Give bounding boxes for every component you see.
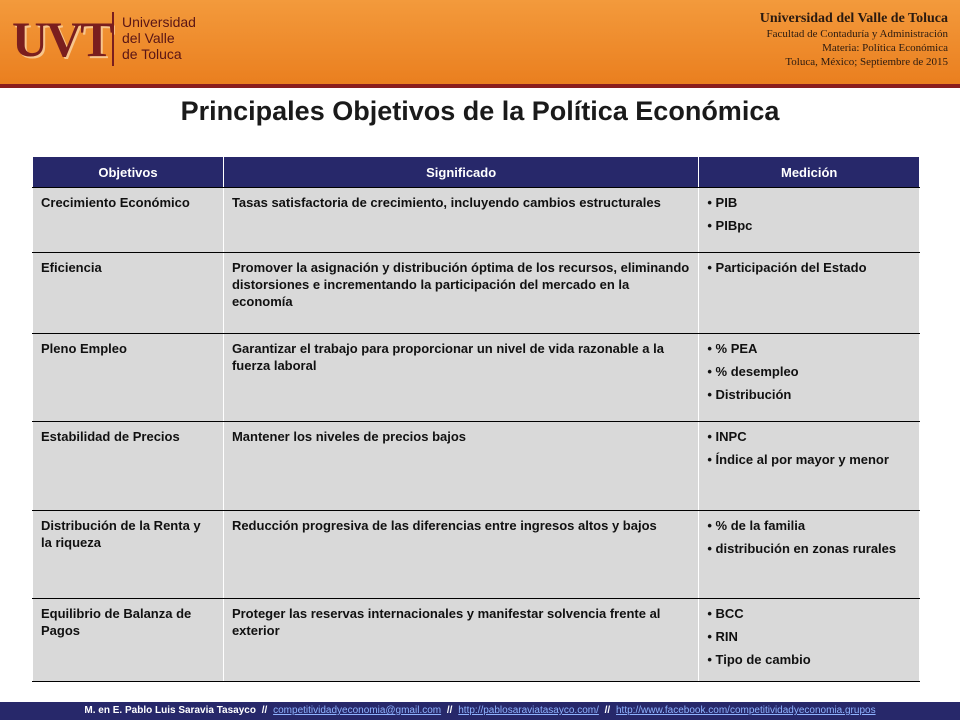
objetivo-cell: Crecimiento Económico — [33, 188, 224, 253]
footer-bar — [0, 702, 960, 720]
medicion-item: • Índice al por mayor y menor — [707, 451, 911, 468]
significado-cell: Proteger las reservas internacionales y manifestar solvencia frente al exterior — [223, 599, 698, 682]
objetivo-cell: Eficiencia — [33, 253, 224, 334]
medicion-item: • % PEA — [707, 340, 911, 357]
footer-blog-link[interactable]: http://pablosaraviatasayco.com/ — [458, 705, 599, 716]
table-row — [33, 511, 920, 599]
header-significado: Significado — [223, 157, 698, 188]
significado-cell: Mantener los niveles de precios bajos — [223, 422, 698, 511]
footer-author: M. en E. Pablo Luis Saravia Tasayco — [84, 705, 256, 716]
significado-cell: Tasas satisfactoria de crecimiento, incluyendo cambios estructurales — [223, 188, 698, 253]
logo-divider — [112, 12, 114, 66]
logo-text-line: Universidad — [122, 14, 196, 30]
medicion-item: • PIBpc — [707, 217, 911, 234]
medicion-item: • INPC — [707, 428, 911, 445]
table-row — [33, 253, 920, 334]
medicion-item: • BCC — [707, 605, 911, 622]
medicion-cell — [699, 334, 920, 422]
footer-separator: // — [446, 705, 453, 716]
header-rule — [0, 84, 960, 88]
medicion-cell — [699, 253, 920, 334]
header-banner — [0, 0, 960, 84]
medicion-cell — [699, 422, 920, 511]
place-date: Toluca, México; Septiembre de 2015 — [785, 56, 948, 68]
significado-cell: Reducción progresiva de las diferencias entre ingresos altos y bajos — [223, 511, 698, 599]
table-row — [33, 334, 920, 422]
medicion-item: • RIN — [707, 628, 911, 645]
objectives-table — [32, 156, 920, 682]
significado-cell: Promover la asignación y distribución óptima de los recursos, eliminando distorsiones e incrementando la participación del mercado en la economía — [223, 253, 698, 334]
footer-email-link[interactable]: competitividadyeconomia@gmail.com — [273, 705, 442, 716]
medicion-cell — [699, 599, 920, 682]
faculty-name: Facultad de Contaduría y Administración — [766, 28, 948, 40]
medicion-item: • % de la familia — [707, 517, 911, 534]
logo-text — [122, 14, 196, 62]
header-medicion: Medición — [699, 157, 920, 188]
medicion-item: • Participación del Estado — [707, 259, 911, 276]
medicion-cell — [699, 511, 920, 599]
objetivo-cell: Pleno Empleo — [33, 334, 224, 422]
institution-info — [760, 10, 948, 69]
objetivo-cell: Distribución de la Renta y la riqueza — [33, 511, 224, 599]
table-row — [33, 599, 920, 682]
medicion-item: • distribución en zonas rurales — [707, 540, 911, 557]
medicion-item: • Tipo de cambio — [707, 651, 911, 668]
logo-text-line: del Valle — [122, 30, 175, 46]
institution-name: Universidad del Valle de Toluca — [759, 11, 948, 26]
footer-separator: // — [261, 705, 268, 716]
objetivo-cell: Estabilidad de Precios — [33, 422, 224, 511]
table-row — [33, 422, 920, 511]
footer-facebook-link[interactable]: http://www.facebook.com/competitividadyeconomia.grupos — [616, 705, 876, 716]
objetivo-cell: Equilibrio de Balanza de Pagos — [33, 599, 224, 682]
table-header-row — [33, 157, 920, 188]
significado-cell: Garantizar el trabajo para proporcionar un nivel de vida razonable a la fuerza laboral — [223, 334, 698, 422]
medicion-item: • PIB — [707, 194, 911, 211]
footer-separator: // — [604, 705, 611, 716]
slide-title: Principales Objetivos de la Política Económica — [180, 96, 780, 126]
table-row — [33, 188, 920, 253]
uvt-logo — [12, 8, 212, 72]
logo-mark: UVT — [12, 11, 112, 67]
medicion-item: • Distribución — [707, 386, 911, 403]
subject-name: Materia: Política Económica — [822, 42, 948, 54]
logo-text-line: de Toluca — [122, 46, 182, 62]
medicion-cell — [699, 188, 920, 253]
medicion-item: • % desempleo — [707, 363, 911, 380]
header-objetivos: Objetivos — [33, 157, 224, 188]
